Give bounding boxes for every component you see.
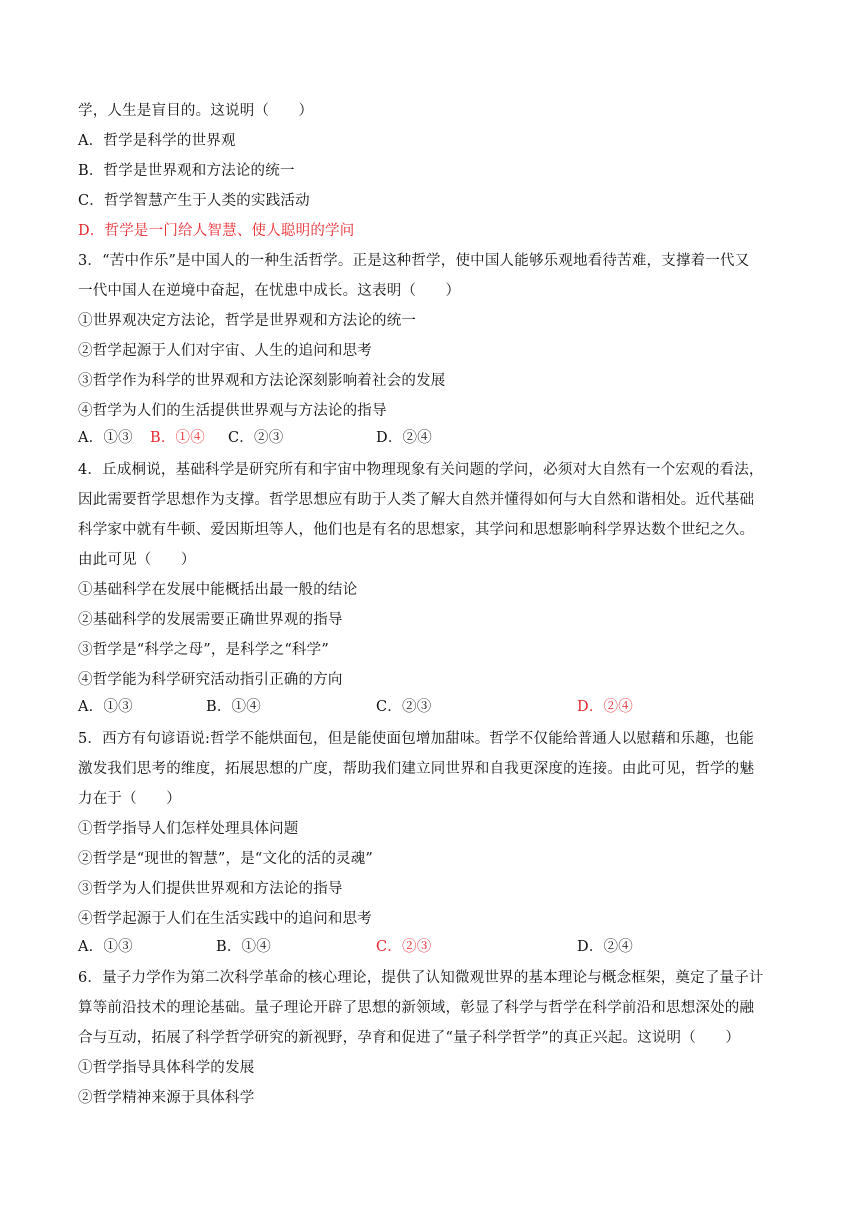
q6-stem-line1: 6．量子力学作为第二次科学革命的核心理论，提供了认知微观世界的基本理论与概念框架，奠定了量子计: [78, 970, 764, 986]
q3-stem-line2: 一代中国人在逆境中奋起，在忧患中成长。这表明（ ）: [78, 283, 461, 299]
q6-statement-1: ①哲学指导具体科学的发展: [78, 1060, 255, 1076]
q3-option-c: C．②③: [228, 430, 284, 446]
q4-statement-2: ②基础科学的发展需要正确世界观的指导: [78, 612, 343, 628]
q2-option-c: C．哲学智慧产生于人类的实践活动: [78, 193, 310, 209]
q5-option-a: A．①③: [78, 939, 133, 955]
q4-option-d-answer: D．②④: [577, 699, 633, 715]
q6-statement-2: ②哲学精神来源于具体科学: [78, 1090, 255, 1106]
q2-stem-end: 学，人生是盲目的。这说明（ ）: [78, 103, 314, 119]
q6-stem-line3: 合与互动，拓展了科学哲学研究的新视野，孕育和促进了“量子科学哲学”的真正兴起。这说明（ ）: [78, 1030, 741, 1046]
q4-option-b: B．①④: [206, 699, 261, 715]
q2-option-d-answer: D．哲学是一门给人智慧、使人聪明的学问: [78, 223, 355, 239]
q5-options-row: [78, 937, 778, 957]
q2-option-b: B．哲学是世界观和方法论的统一: [78, 163, 295, 179]
q4-stem-line2: 因此需要哲学思想作为支撑。哲学思想应有助于人类了解大自然并懂得如何与大自然和谐相处。近代基础: [78, 492, 755, 508]
q3-statement-1: ①世界观决定方法论，哲学是世界观和方法论的统一: [78, 313, 417, 329]
q4-options-row: [78, 697, 778, 717]
q5-statement-4: ④哲学起源于人们在生活实践中的追问和思考: [78, 911, 372, 927]
q4-stem-line4: 由此可见（ ）: [78, 552, 196, 568]
q2-option-a: A．哲学是科学的世界观: [78, 133, 236, 149]
q3-option-a: A．①③: [78, 430, 133, 446]
q4-statement-4: ④哲学能为科学研究活动指引正确的方向: [78, 672, 343, 688]
q5-option-c-answer: C．②③: [376, 939, 432, 955]
q5-statement-1: ①哲学指导人们怎样处理具体问题: [78, 821, 299, 837]
q3-option-b-answer: B．①④: [150, 430, 205, 446]
q5-stem-line2: 激发我们思考的维度，拓展思想的广度，帮助我们建立同世界和自我更深度的连接。由此可见，哲学的魅: [78, 761, 755, 777]
q3-options-row: [78, 428, 778, 448]
q3-option-d: D．②④: [376, 430, 432, 446]
q3-stem-line1: 3．“苦中作乐”是中国人的一种生活哲学。正是这种哲学，使中国人能够乐观地看待苦难，支撑着一代又: [78, 253, 750, 269]
q4-statement-1: ①基础科学在发展中能概括出最一般的结论: [78, 582, 358, 598]
q4-option-a: A．①③: [78, 699, 133, 715]
q4-stem-line1: 4．丘成桐说，基础科学是研究所有和宇宙中物理现象有关问题的学问，必须对大自然有一个宏观的看法，: [78, 462, 764, 478]
q5-stem-line1: 5．西方有句谚语说:哲学不能烘面包，但是能使面包增加甜味。哲学不仅能给普通人以慰藉和乐趣，也能: [78, 731, 755, 747]
q3-statement-3: ③哲学作为科学的世界观和方法论深刻影响着社会的发展: [78, 373, 446, 389]
q4-stem-line3: 科学家中就有牛顿、爱因斯坦等人，他们也是有名的思想家，其学问和思想影响科学界达数个世纪之久。: [78, 522, 755, 538]
q6-stem-line2: 算等前沿技术的理论基础。量子理论开辟了思想的新领域，彰显了科学与哲学在科学前沿和思想深处的融: [78, 1000, 755, 1016]
q5-option-d: D．②④: [577, 939, 633, 955]
q5-option-b: B．①④: [216, 939, 271, 955]
q3-statement-2: ②哲学起源于人们对宇宙、人生的追问和思考: [78, 343, 372, 359]
q5-stem-line3: 力在于（ ）: [78, 791, 181, 807]
q4-statement-3: ③哲学是“科学之母”，是科学之“科学”: [78, 642, 329, 658]
q4-option-c: C．②③: [376, 699, 432, 715]
q3-statement-4: ④哲学为人们的生活提供世界观与方法论的指导: [78, 403, 387, 419]
q5-statement-3: ③哲学为人们提供世界观和方法论的指导: [78, 881, 343, 897]
q5-statement-2: ②哲学是“现世的智慧”，是“文化的活的灵魂”: [78, 851, 374, 867]
